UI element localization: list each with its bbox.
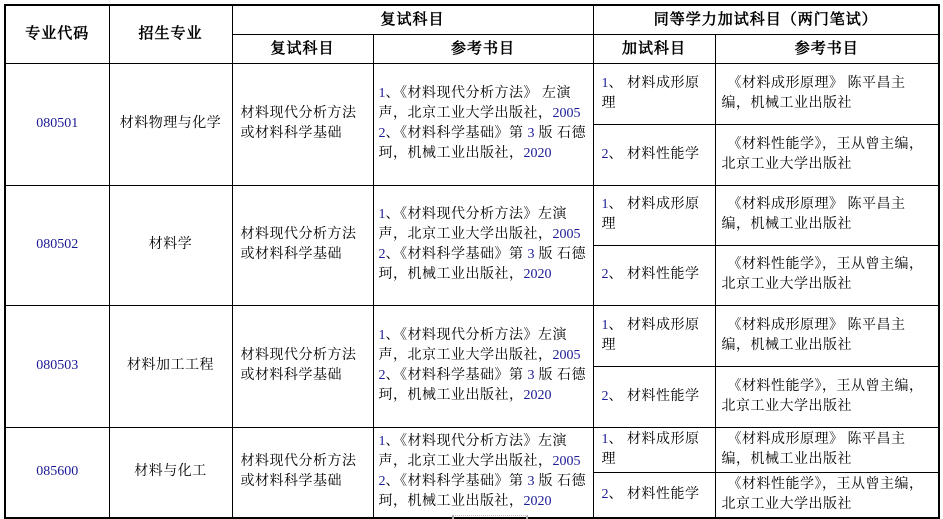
major-name-cell: 材料与化工	[109, 427, 232, 518]
admissions-table-wrap	[4, 4, 940, 519]
major-code-cell: 080503	[5, 305, 109, 427]
header-retest-refs: 参考书目	[373, 34, 593, 63]
table-row	[5, 427, 939, 472]
extra-subject-cell: 2、 材料性能学	[593, 366, 715, 427]
extra-refs-cell: 《材料性能学》，王从曾主编，北京工业大学出版社	[715, 366, 939, 427]
retest-refs-cell: 1、《材料现代分析方法》 左演声，北京工业大学出版社，2005 2、《材料科学基础》第 3 版 石德珂，机械工业出版社，2020	[373, 63, 593, 185]
header-group-extra-test: 同等学力加试科目（两门笔试）	[593, 5, 939, 34]
clipped-content-artifact	[452, 515, 528, 519]
retest-subject-cell: 材料现代分析方法或材料科学基础	[232, 185, 373, 305]
major-name-cell: 材料物理与化学	[109, 63, 232, 185]
extra-refs-cell: 《材料性能学》，王从曾主编，北京工业大学出版社	[715, 245, 939, 305]
header-enroll-major: 招生专业	[109, 5, 232, 63]
header-extra-subject: 加试科目	[593, 34, 715, 63]
retest-refs-cell: 1、《材料现代分析方法》左演声，北京工业大学出版社，2005 2、《材料科学基础》第 3 版 石德珂，机械工业出版社，2020	[373, 185, 593, 305]
table-row	[5, 305, 939, 366]
retest-subject-cell: 材料现代分析方法或材料科学基础	[232, 427, 373, 518]
extra-refs-cell: 《材料成形原理》 陈平昌主编，机械工业出版社	[715, 185, 939, 245]
extra-refs-cell: 《材料性能学》，王从曾主编，北京工业大学出版社	[715, 472, 939, 518]
admissions-table	[4, 4, 940, 519]
major-code-cell: 085600	[5, 427, 109, 518]
table-row	[5, 63, 939, 124]
extra-subject-cell: 1、 材料成形原理	[593, 427, 715, 472]
major-name-cell: 材料加工工程	[109, 305, 232, 427]
retest-subject-cell: 材料现代分析方法或材料科学基础	[232, 63, 373, 185]
retest-refs-cell: 1、《材料现代分析方法》左演声，北京工业大学出版社，2005 2、《材料科学基础》第 3 版 石德珂，机械工业出版社，2020	[373, 427, 593, 518]
extra-subject-cell: 1、 材料成形原理	[593, 63, 715, 124]
table-row	[5, 185, 939, 245]
extra-refs-cell: 《材料成形原理》 陈平昌主编，机械工业出版社	[715, 305, 939, 366]
retest-refs-cell: 1、《材料现代分析方法》左演声，北京工业大学出版社，2005 2、《材料科学基础》第 3 版 石德珂，机械工业出版社，2020	[373, 305, 593, 427]
extra-refs-cell: 《材料成形原理》 陈平昌主编，机械工业出版社	[715, 63, 939, 124]
header-group-retest: 复试科目	[232, 5, 593, 34]
major-name-cell: 材料学	[109, 185, 232, 305]
extra-subject-cell: 1、 材料成形原理	[593, 305, 715, 366]
retest-subject-cell: 材料现代分析方法或材料科学基础	[232, 305, 373, 427]
major-code-cell: 080501	[5, 63, 109, 185]
extra-subject-cell: 2、 材料性能学	[593, 124, 715, 185]
major-code-cell: 080502	[5, 185, 109, 305]
header-extra-refs: 参考书目	[715, 34, 939, 63]
header-retest-subject: 复试科目	[232, 34, 373, 63]
extra-subject-cell: 1、 材料成形原理	[593, 185, 715, 245]
extra-subject-cell: 2、 材料性能学	[593, 472, 715, 518]
extra-refs-cell: 《材料性能学》，王从曾主编，北京工业大学出版社	[715, 124, 939, 185]
header-major-code: 专业代码	[5, 5, 109, 63]
extra-refs-cell: 《材料成形原理》 陈平昌主编，机械工业出版社	[715, 427, 939, 472]
extra-subject-cell: 2、 材料性能学	[593, 245, 715, 305]
